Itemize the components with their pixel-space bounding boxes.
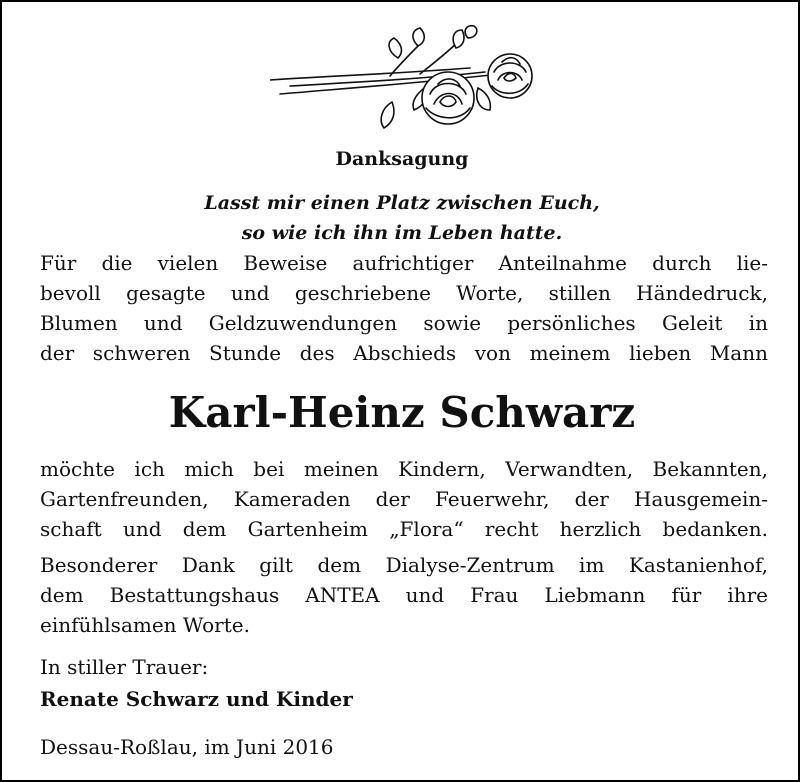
text-line: möchte ich mich bei meinen Kindern, Verwandten, Bekannten, <box>40 457 768 481</box>
text-line: Besonderer Dank gilt dem Dialyse-Zentrum im Kastanienhof, <box>40 553 768 577</box>
text-line: Gartenfreunden, Kameraden der Feuerwehr, der Hausgemein- <box>40 487 768 511</box>
text-line: schaft und dem Gartenheim „Flora“ recht herzlich bedanken. <box>40 517 768 541</box>
text-line: Für die vielen Beweise aufrichtiger Anteilnahme durch lie- <box>40 251 768 275</box>
motto-line: Lasst mir einen Platz zwischen Euch, <box>204 192 600 214</box>
place-date: Dessau-Roßlau, im Juni 2016 <box>40 735 334 759</box>
intro-paragraph <box>40 248 768 368</box>
notice-heading: Danksagung <box>335 148 469 170</box>
text-line: dem Bestattungshaus ANTEA und Frau Liebmann für ihre <box>40 583 768 607</box>
roses-icon <box>270 24 540 144</box>
text-line: Blumen und Geldzuwendungen sowie persönliches Geleit in <box>40 311 768 335</box>
motto-quote <box>2 188 800 248</box>
text-line: einfühlsamen Worte. <box>40 613 250 637</box>
thanks-paragraph <box>40 454 768 544</box>
text-line: bevoll gesagte und geschriebene Worte, stillen Händedruck, <box>40 281 768 305</box>
special-thanks-paragraph <box>40 550 768 640</box>
mourning-label: In stiller Trauer: <box>40 655 209 679</box>
text-line: der schweren Stunde des Abschieds von meinem lieben Mann <box>40 341 768 365</box>
deceased-name: Karl-Heinz Schwarz <box>168 388 636 437</box>
motto-line: so wie ich ihn im Leben hatte. <box>241 222 563 244</box>
signatories: Renate Schwarz und Kinder <box>40 687 353 711</box>
